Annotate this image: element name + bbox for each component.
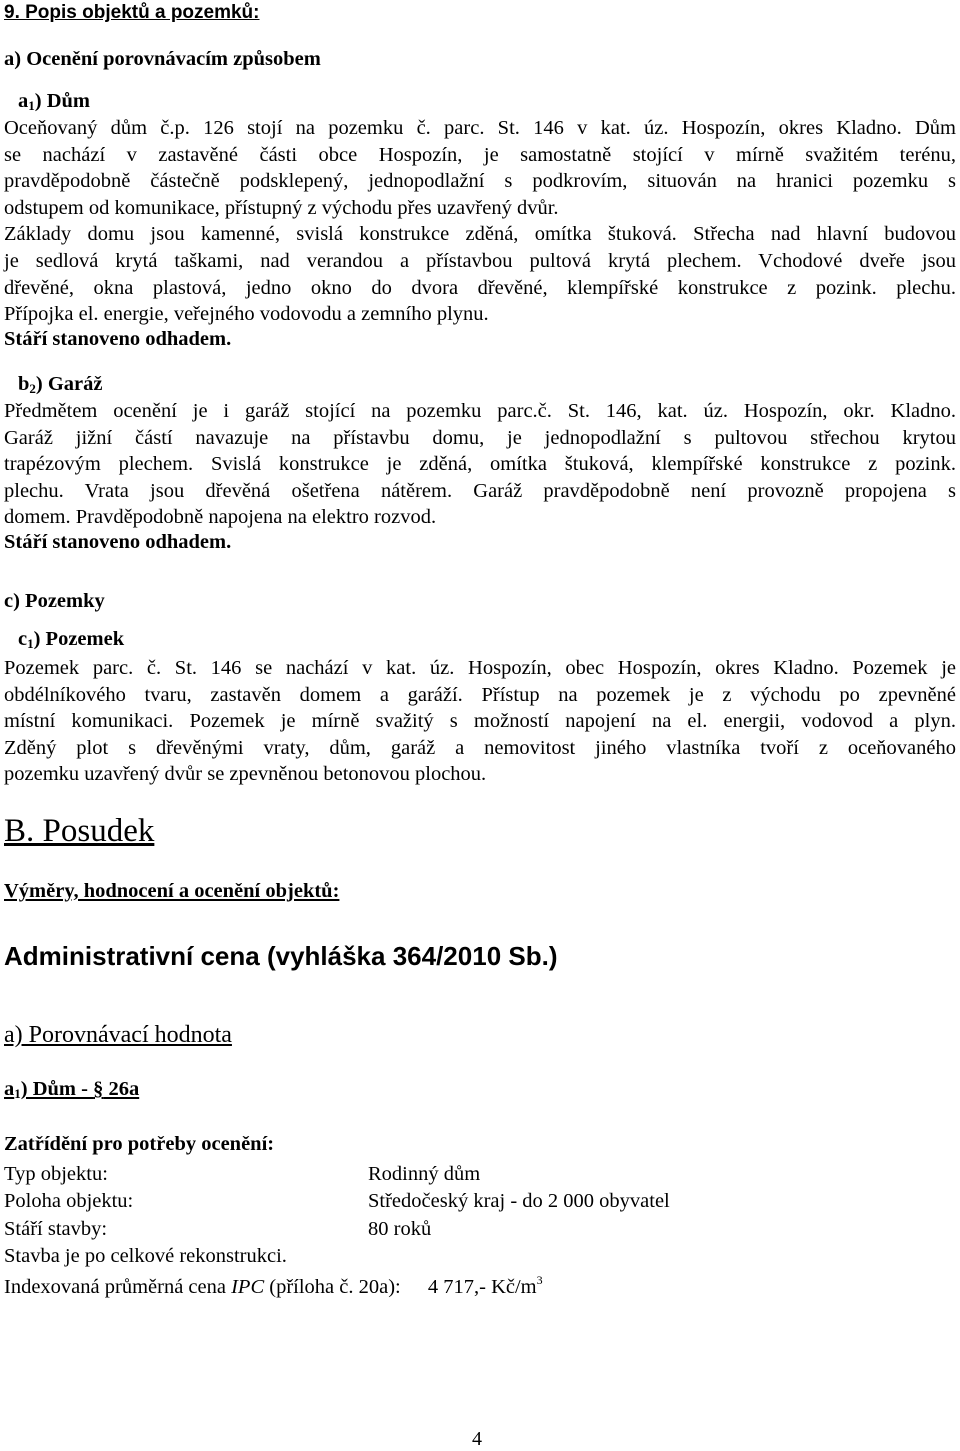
text-line: Pozemek parc. č. St. 146 se nachází v kat. úz. Hospozín, obec Hospozín, okres Kladno. Pozemek je [4, 657, 956, 679]
ipc-value [427, 1273, 543, 1298]
text-line: je sedlová krytá taškami, nad verandou a přístavbou pultová krytá plechem. Vchodové dveře jsou [4, 249, 956, 272]
paragraph-number: 26a [103, 1078, 140, 1100]
subsection-heading-a: a) Ocenění porovnávacím způsobem [4, 48, 321, 70]
item-title: ) Pozemek [33, 628, 125, 650]
admin-price-heading: Administrativní cena (vyhláška 364/2010 Sb.) [4, 941, 558, 971]
section-heading [4, 2, 260, 24]
text-line: dřevěné, okna plastová, jedno okno do dvora dřevěné, klempířské konstrukce z pozink. plechu. [4, 276, 956, 299]
text-line: Předmětem ocenění je i garáž stojící na pozemku parc.č. St. 146, kat. úz. Hospozín, okr. Kladno. [4, 400, 956, 422]
text-line: Zděný plot s dřevěnými vraty, dům, garáž a nemovitost jiného vlastníka tvoří z oceňovaného [4, 736, 956, 759]
item-title: ) Dům [34, 90, 90, 112]
text-line: obdélníkového tvaru, zastavěn domem a garáží. Přístup na pozemek je z východu po zpevněné [4, 683, 956, 706]
item-subscript: 1 [27, 636, 34, 651]
item-prefix: a [18, 90, 29, 112]
item-subscript: 1 [28, 98, 35, 113]
ipc-label-post: (příloha č. 20a): [264, 1276, 401, 1298]
item-heading-a1 [18, 90, 90, 114]
house-description [4, 115, 956, 328]
page-number: 4 [472, 1428, 482, 1450]
classification-label: Stáří stavby: [4, 1218, 108, 1240]
text-line: odstupem od komunikace, přístupný z východu přes uzavřený dvůr. [4, 196, 559, 219]
item-heading-c1 [18, 628, 124, 652]
classification-value: Rodinný dům [368, 1163, 481, 1185]
subsection-heading-c: c) Pozemky [4, 590, 105, 612]
item-subscript: 1 [14, 1086, 21, 1101]
text-line: pravděpodobně částečně podsklepený, jednopodlažní s podkrovím, situován na hranici pozemku s [4, 170, 956, 193]
text-line: Základy domu jsou kamenné, svislá konstrukce zděná, omítka štuková. Střecha nad hlavní budovou [4, 223, 956, 246]
comparison-value-heading: a) Porovnávací hodnota [4, 1022, 232, 1048]
text-line: se nachází v zastavěné části obce Hospozín, je samostatně stojící v mírně svažitém terénu, [4, 143, 956, 166]
text-line: místní komunikaci. Pozemek je mírně svažitý s možností napojení na el. energii, vodovod a plyn. [4, 710, 956, 733]
classification-label: Poloha objektu: [4, 1190, 134, 1212]
section-heading-text: 9. Popis objektů a pozemků: [4, 2, 260, 23]
ipc-label-pre: Indexovaná průměrná cena [4, 1276, 232, 1298]
item-heading-b2 [18, 373, 103, 397]
item-heading-a1-house [4, 1078, 139, 1102]
age-note-garage: Stáří stanoveno odhadem. [4, 531, 232, 553]
item-title: ) Garáž [35, 373, 103, 395]
ipc-label-italic: IPC [231, 1276, 265, 1298]
ipc-label [4, 1276, 401, 1298]
item-prefix: b [18, 373, 30, 395]
classification-label: Typ objektu: [4, 1163, 108, 1185]
age-note-house: Stáří stanoveno odhadem. [4, 328, 232, 350]
garage-description [4, 398, 956, 531]
item-prefix: a [4, 1078, 15, 1100]
vymery-heading: Výměry, hodnocení a ocenění objektů: [4, 880, 340, 902]
paragraph-sign: § [93, 1078, 104, 1100]
land-description [4, 655, 956, 788]
item-prefix: c [18, 628, 28, 650]
reconstruction-note: Stavba je po celkové rekonstrukci. [4, 1245, 287, 1267]
text-line: Přípojka el. energie, veřejného vodovodu a zemního plynu. [4, 303, 489, 326]
text-line: domem. Pravděpodobně napojena na elektro rozvod. [4, 506, 437, 529]
ipc-value-unit-exponent: 3 [536, 1273, 543, 1287]
text-line: Garáž jižní částí navazuje na přístavbu domu, je jednopodlažní s pultovou střechou krytou [4, 426, 956, 449]
classification-value: Středočeský kraj - do 2 000 obyvatel [368, 1190, 670, 1212]
text-line: trapézovým plechem. Svislá konstrukce je zděná, omítka štuková, klempířské konstrukce z pozink. [4, 453, 956, 476]
classification-heading: Zatřídění pro potřeby ocenění: [4, 1133, 275, 1155]
text-line: plechu. Vrata jsou dřevěná ošetřena nátěrem. Garáž pravděpodobně není provozně propojena s [4, 479, 956, 502]
item-subscript: 2 [29, 381, 36, 396]
ipc-value-text: 4 717,- Kč/m [427, 1276, 537, 1298]
ipc-row [4, 1273, 543, 1299]
item-title: ) Dům - [20, 1078, 94, 1100]
text-line: pozemku uzavřený dvůr se zpevněnou betonovou plochou. [4, 763, 487, 786]
classification-value: 80 roků [368, 1218, 432, 1240]
text-line: Oceňovaný dům č.p. 126 stojí na pozemku č. parc. St. 146 v kat. úz. Hospozín, okres Kladno. Dům [4, 117, 956, 139]
posudek-heading: B. Posudek [4, 813, 155, 849]
